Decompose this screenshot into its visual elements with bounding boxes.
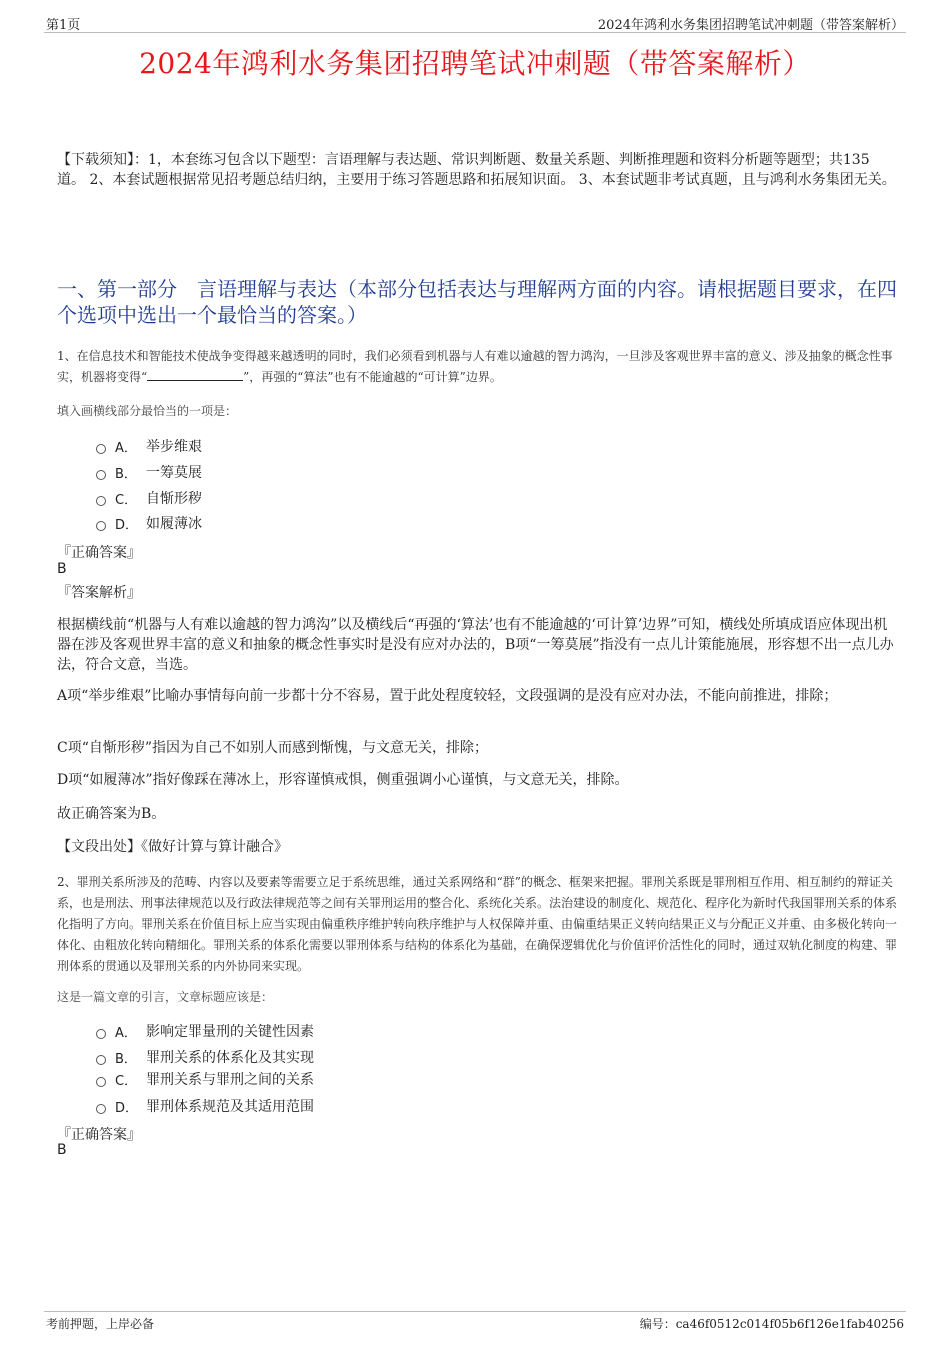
page-number: 第1页 xyxy=(46,18,81,33)
radio-icon[interactable] xyxy=(96,1055,106,1065)
question-2-option-a[interactable] xyxy=(96,1021,314,1041)
radio-icon[interactable] xyxy=(96,470,106,480)
option-letter: B． xyxy=(115,466,137,482)
option-text: 影响定罪量刑的关键性因素 xyxy=(146,1024,314,1040)
radio-icon[interactable] xyxy=(96,1077,106,1087)
option-text: 举步维艰 xyxy=(146,439,202,455)
download-notice: 【下载须知】：1，本套练习包含以下题型：言语理解与表达题、常识判断题、数量关系题、判断推理题和资料分析题等题型；共135道。 2、本套试题根据常见招考题总结归纳，主要用于练习答题思路和拓展知识面。 3、本套试题非考试真题，且与鸿利水务集团无关。 xyxy=(57,152,896,188)
analysis-paragraph: 根据横线前“机器与人有难以逾越的智力鸿沟”以及横线后“再强的‘算法’也有不能逾越的‘可计算’边界”可知，横线处所填成语应体现出机器在涉及客观世界丰富的意义和抽象的概念性事实时是没有应对办法的，B项“一筹莫展”指没有一点儿计策能施展，形容想不出一点儿办法，符合文意，当选。 xyxy=(57,617,894,673)
question-2-option-d[interactable] xyxy=(96,1096,314,1116)
option-letter: B． xyxy=(115,1051,137,1067)
correct-answer: B xyxy=(57,561,67,577)
analysis-label: 『答案解析』 xyxy=(57,585,141,601)
question-1-prompt: 填入画横线部分最恰当的一项是： xyxy=(57,404,238,418)
question-2-prompt: 这是一篇文章的引言，文章标题应该是： xyxy=(57,990,274,1004)
analysis-conclusion: 故正确答案为B。 xyxy=(57,806,166,822)
radio-icon[interactable] xyxy=(96,1029,106,1039)
option-letter: D． xyxy=(115,1100,139,1116)
option-text: 如履薄冰 xyxy=(146,516,202,532)
option-letter: C． xyxy=(115,492,138,508)
option-letter: D． xyxy=(115,517,139,533)
document-id: 编号：ca46f0512c014f05b6f126e1fab40256 xyxy=(639,1317,904,1331)
analysis-paragraph: A项“举步维艰”比喻办事情每向前一步都十分不容易，置于此处程度较轻，文段强调的是没有应对办法，不能向前推进，排除； xyxy=(57,688,838,704)
question-1-option-c[interactable] xyxy=(96,488,202,508)
question-1-text xyxy=(57,346,897,388)
option-text: 罪刑体系规范及其适用范围 xyxy=(146,1099,314,1115)
option-letter: A． xyxy=(115,440,137,456)
option-text: 一筹莫展 xyxy=(146,465,202,481)
correct-answer-label: 『正确答案』 xyxy=(57,1127,141,1143)
option-text: 自惭形秽 xyxy=(146,491,202,507)
answer-blank xyxy=(147,368,243,381)
header-divider xyxy=(44,32,906,33)
radio-icon[interactable] xyxy=(96,1104,106,1114)
source-citation: 【文段出处】《做好计算与算计融合》 xyxy=(57,839,288,855)
question-2-text: 2、罪刑关系所涉及的范畴、内容以及要素等需要立足于系统思维，通过关系网络和“群”的概念、框架来把握。罪刑关系既是罪刑相互作用、相互制约的辩证关系，也是刑法、刑事法律规范以及行政法律规范等之间有关罪刑运用的整合化、系统化关系。法治建设的制度化、规范化、程序化为新时代我国罪刑关系的体系化指明了方向。罪刑关系在价值目标上应当实现由偏重秩序维护转向秩序维护与人权保障并重、由偏重结果正义转向结果正义与分配正义并重、由多极化转向一体化、由粗放化转向精细化。罪刑关系的体系化需要以罪刑体系与结构的体系化为基础，在确保逻辑优化与价值评价活性化的同时，通过双轨化制度的构建、罪刑体系的贯通以及罪刑关系的内外协同来实现。 xyxy=(57,875,898,973)
radio-icon[interactable] xyxy=(96,496,106,506)
radio-icon[interactable] xyxy=(96,444,106,454)
question-2-option-b[interactable] xyxy=(96,1047,314,1067)
option-text: 罪刑关系的体系化及其实现 xyxy=(146,1050,314,1066)
footer-slogan: 考前押题，上岸必备 xyxy=(46,1317,155,1331)
question-1-text-after: ”，再强的“算法”也有不能逾越的“可计算”边界。 xyxy=(243,370,502,384)
running-title: 2024年鸿利水务集团招聘笔试冲刺题（带答案解析） xyxy=(597,18,904,33)
option-letter: A． xyxy=(115,1025,137,1041)
correct-answer: B xyxy=(57,1142,67,1158)
document-title: 2024年鸿利水务集团招聘笔试冲刺题（带答案解析） xyxy=(139,47,811,80)
option-text: 罪刑关系与罪刑之间的关系 xyxy=(146,1072,314,1088)
question-1-option-b[interactable] xyxy=(96,462,202,482)
analysis-paragraph: D项“如履薄冰”指好像踩在薄冰上，形容谨慎戒惧，侧重强调小心谨慎，与文意无关，排除。 xyxy=(57,772,629,788)
question-2-option-c[interactable] xyxy=(96,1069,314,1089)
option-letter: C． xyxy=(115,1073,138,1089)
section-heading: 一、第一部分 言语理解与表达（本部分包括表达与理解两方面的内容。请根据题目要求，在四个选项中选出一个最恰当的答案。） xyxy=(57,277,897,327)
radio-icon[interactable] xyxy=(96,521,106,531)
question-1-text-before: 1、在信息技术和智能技术使战争变得越来越透明的同时，我们必须看到机器与人有难以逾越的智力鸿沟，一旦涉及客观世界丰富的意义、涉及抽象的概念性事实，机器将变得“ xyxy=(57,349,893,384)
correct-answer-label: 『正确答案』 xyxy=(57,545,141,561)
footer-divider xyxy=(44,1311,906,1312)
analysis-paragraph: C项“自惭形秽”指因为自己不如别人而感到惭愧，与文意无关，排除； xyxy=(57,740,489,756)
question-1-option-d[interactable] xyxy=(96,513,202,533)
question-1-option-a[interactable] xyxy=(96,436,202,456)
